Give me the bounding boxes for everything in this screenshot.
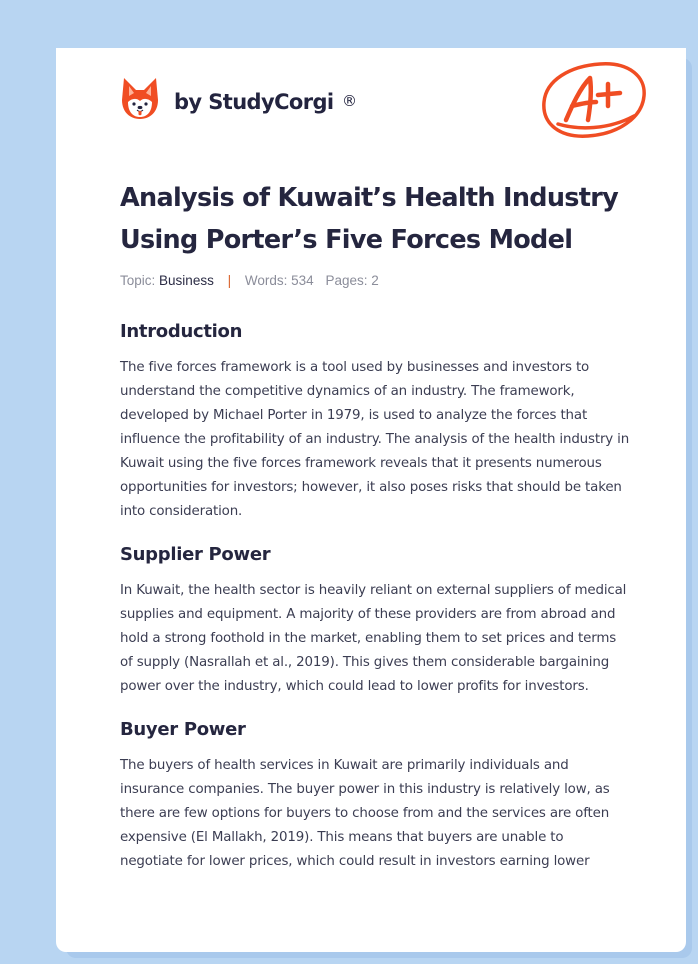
words-label: Words:: [244, 273, 288, 288]
article-content: [120, 178, 630, 874]
article-title: Analysis of Kuwait’s Health Industry Using Porter’s Five Forces Model: [120, 183, 619, 255]
article-meta: [120, 273, 630, 293]
section-body-supplier-power: In Kuwait, the health sector is heavily reliant on external suppliers of medical supplies and equipment. A majority of these providers are from abroad and hold a strong foothold in the market, enabling them to set prices and terms of supply (Nasrallah et al., 2019). This gives them considerable bargaining power over the industry, which could lead to lower profits for investors.: [120, 583, 627, 694]
section-heading-introduction: Introduction: [120, 321, 243, 342]
brand-name: by StudyCorgi: [174, 90, 334, 114]
corgi-icon: [120, 76, 160, 120]
topic-label: Topic:: [120, 273, 156, 288]
pages-count: 2: [371, 273, 379, 288]
meta-separator: |: [227, 273, 232, 288]
studycorgi-logo[interactable]: [120, 76, 357, 120]
section-body-buyer-power: The buyers of health services in Kuwait are primarily individuals and insurance companies. The buyer power in this industry is relatively low, as there are few options for buyers to choose from and the services are often expensive (El Mallakh, 2019). This means that buyers are unable to negotiate for lower prices, which could result in investors earning lower: [120, 758, 610, 869]
words-count: 534: [291, 273, 314, 288]
article-card: [56, 48, 686, 952]
a-plus-grade-badge: [538, 58, 650, 147]
registered-mark: ®: [342, 92, 357, 110]
pages-label: Pages:: [325, 273, 368, 288]
section-heading-supplier-power: Supplier Power: [120, 544, 271, 565]
section-body-introduction: The five forces framework is a tool used by businesses and investors to understand the competitive dynamics of an industry. The framework, developed by Michael Porter in 1979, is used to analyze the forces that influence the profitability of an industry. The analysis of the health industry in Kuwait using the five forces framework reveals that it presents numerous opportunities for investors; however, it also poses risks that should be taken into consideration.: [120, 360, 630, 519]
topic-link[interactable]: Business: [159, 273, 214, 288]
section-heading-buyer-power: Buyer Power: [120, 719, 246, 740]
